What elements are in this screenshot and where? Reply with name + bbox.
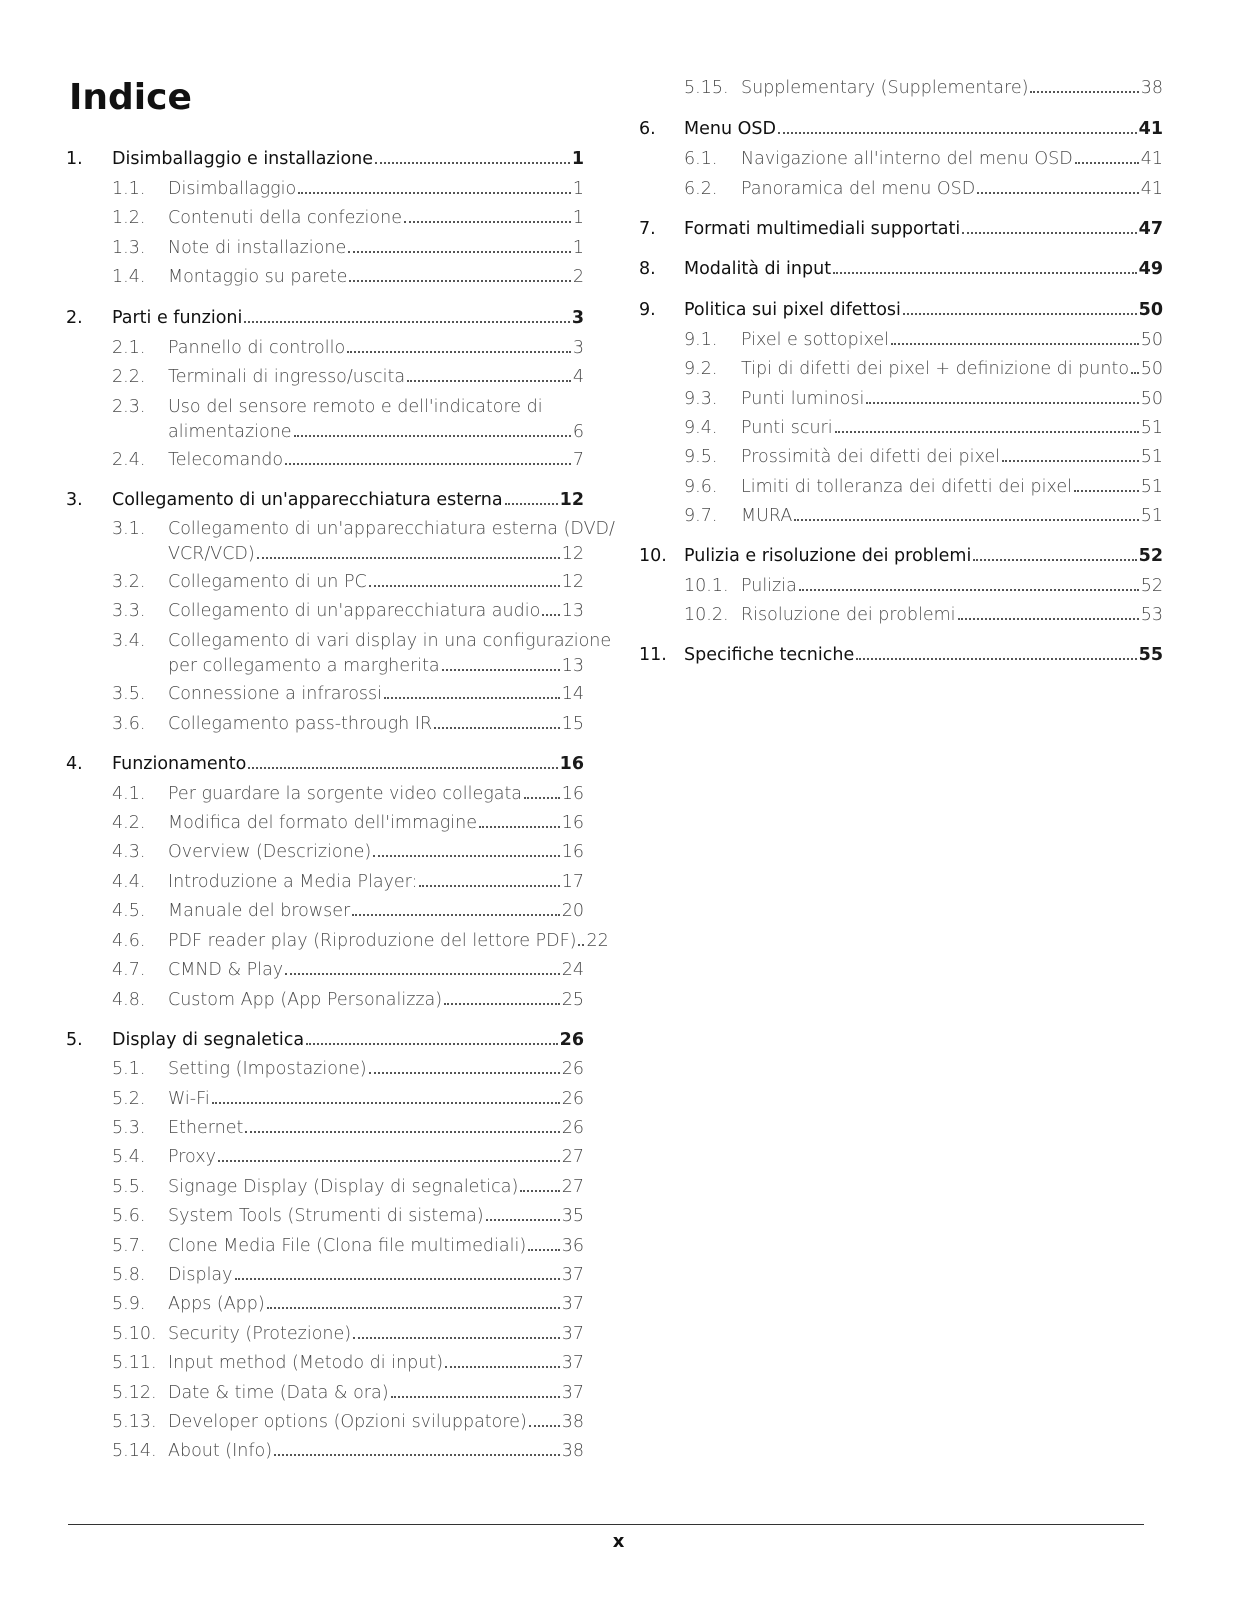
toc-entry-number: 3.5. bbox=[112, 684, 146, 704]
dot-leader bbox=[833, 272, 1137, 274]
toc-entry-title-continuation: alimentazione bbox=[168, 422, 292, 442]
toc-entry-page: 50 bbox=[1140, 330, 1163, 350]
toc-entry-page: 6 bbox=[572, 422, 584, 442]
toc-entry-page: 47 bbox=[1138, 219, 1163, 239]
toc-entry-number: 10.2. bbox=[684, 605, 729, 625]
toc-entry-number: 4.2. bbox=[112, 813, 146, 833]
toc-entry-number: 9.4. bbox=[684, 418, 718, 438]
toc-entry-title: Collegamento di un PC bbox=[168, 572, 367, 592]
toc-entry-page: 51 bbox=[1140, 418, 1163, 438]
dot-leader bbox=[267, 1307, 560, 1309]
toc-entry-page: 24 bbox=[561, 960, 584, 980]
dot-leader bbox=[903, 313, 1137, 315]
dot-leader bbox=[799, 589, 1139, 591]
toc-entry-title: Overview (Descrizione) bbox=[168, 842, 372, 862]
toc-entry-number: 4.4. bbox=[112, 872, 146, 892]
toc-entry-title: PDF reader play (Riproduzione del lettore PDF) bbox=[168, 931, 577, 951]
toc-entry-number: 3.4. bbox=[112, 631, 146, 651]
footer-divider bbox=[68, 1524, 1144, 1525]
toc-entry-page: 26 bbox=[561, 1118, 584, 1138]
toc-entry-page: 38 bbox=[561, 1441, 584, 1461]
dot-leader bbox=[1131, 372, 1139, 374]
toc-entry-number: 9.1. bbox=[684, 330, 718, 350]
toc-entry-page: 16 bbox=[559, 754, 584, 774]
dot-leader bbox=[444, 1003, 560, 1005]
toc-entry-title: MURA bbox=[741, 506, 793, 526]
toc-entry-number: 5.15. bbox=[684, 78, 729, 98]
toc-entry-title: Modalità di input bbox=[684, 259, 832, 279]
toc-entry-page: 41 bbox=[1140, 149, 1163, 169]
toc-entry-number: 6.2. bbox=[684, 179, 718, 199]
toc-entry-number: 5.14. bbox=[112, 1441, 157, 1461]
toc-entry-page: 50 bbox=[1140, 359, 1163, 379]
toc-entry-number: 3. bbox=[66, 490, 83, 510]
toc-entry-title-continuation: VCR/VCD) bbox=[168, 544, 255, 564]
toc-entry-title: Clone Media File (Clona file multimediali) bbox=[168, 1236, 527, 1256]
dot-leader bbox=[434, 727, 560, 729]
toc-entry-page: 55 bbox=[1138, 645, 1163, 665]
toc-entry-number: 5. bbox=[66, 1030, 83, 1050]
toc-entry-number: 1.3. bbox=[112, 238, 146, 258]
toc-entry-title: Panoramica del menu OSD bbox=[741, 179, 976, 199]
dot-leader bbox=[348, 251, 571, 253]
dot-leader bbox=[419, 885, 559, 887]
toc-entry-title: Pannello di controllo bbox=[168, 338, 346, 358]
dot-leader bbox=[524, 797, 560, 799]
toc-entry-title: Navigazione all'interno del menu OSD bbox=[741, 149, 1073, 169]
toc-entry-title: Wi-Fi bbox=[168, 1089, 210, 1109]
page-number: x bbox=[612, 1531, 625, 1552]
toc-entry-page: 52 bbox=[1140, 576, 1163, 596]
toc-entry-page: 51 bbox=[1140, 477, 1163, 497]
dot-leader bbox=[285, 463, 571, 465]
toc-entry-page: 25 bbox=[561, 990, 584, 1010]
toc-entry-page: 3 bbox=[572, 338, 584, 358]
toc-entry-number: 1.2. bbox=[112, 208, 146, 228]
dot-leader bbox=[404, 221, 571, 223]
toc-entry-page: 26 bbox=[561, 1059, 584, 1079]
dot-leader bbox=[245, 1131, 559, 1133]
toc-entry-page: 17 bbox=[561, 872, 584, 892]
dot-leader bbox=[520, 1190, 559, 1192]
toc-entry-title: Formati multimediali supportati bbox=[684, 219, 961, 239]
toc-entry-page: 37 bbox=[561, 1353, 584, 1373]
toc-entry-title: Montaggio su parete bbox=[168, 267, 348, 287]
dot-leader bbox=[529, 1425, 560, 1427]
dot-leader bbox=[973, 559, 1136, 561]
toc-entry-title: Limiti di tolleranza dei difetti dei pixel bbox=[741, 477, 1072, 497]
toc-entry-number: 6. bbox=[639, 119, 656, 139]
toc-entry-page: 22 bbox=[586, 931, 609, 951]
toc-entry-title: Proxy bbox=[168, 1147, 216, 1167]
toc-entry-title: Developer options (Opzioni sviluppatore) bbox=[168, 1412, 527, 1432]
toc-entry-number: 5.12. bbox=[112, 1383, 157, 1403]
toc-entry-title: Introduzione a Media Player: bbox=[168, 872, 418, 892]
toc-entry-page: 26 bbox=[561, 1089, 584, 1109]
toc-entry-title: Ethernet bbox=[168, 1118, 244, 1138]
toc-entry-page: 1 bbox=[572, 208, 584, 228]
toc-entry-number: 10.1. bbox=[684, 576, 729, 596]
toc-entry-title: Contenuti della confezione bbox=[168, 208, 402, 228]
toc-entry-page: 49 bbox=[1138, 259, 1163, 279]
dot-leader bbox=[375, 162, 570, 164]
dot-leader bbox=[384, 697, 560, 699]
toc-entry-title: Display bbox=[168, 1265, 233, 1285]
toc-entry-number: 9.2. bbox=[684, 359, 718, 379]
dot-leader bbox=[578, 944, 584, 946]
toc-entry-title: Collegamento di un'apparecchiatura esterna bbox=[112, 490, 503, 510]
toc-entry-number: 5.3. bbox=[112, 1118, 146, 1138]
dot-leader bbox=[212, 1102, 560, 1104]
toc-entry-number: 11. bbox=[639, 645, 667, 665]
dot-leader bbox=[391, 1396, 560, 1398]
toc-entry-page: 41 bbox=[1138, 119, 1163, 139]
dot-leader bbox=[373, 855, 559, 857]
toc-entry-page: 41 bbox=[1140, 179, 1163, 199]
dot-leader bbox=[479, 826, 560, 828]
toc-entry-number: 3.6. bbox=[112, 714, 146, 734]
toc-entry-number: 4.7. bbox=[112, 960, 146, 980]
toc-entry-page: 15 bbox=[561, 714, 584, 734]
dot-leader bbox=[1002, 460, 1139, 462]
dot-leader bbox=[294, 435, 571, 437]
toc-entry-page: 12 bbox=[561, 572, 584, 592]
dot-leader bbox=[835, 431, 1139, 433]
toc-entry-page: 37 bbox=[561, 1383, 584, 1403]
toc-entry-title: Prossimità dei difetti dei pixel bbox=[741, 447, 1000, 467]
toc-entry-title: Risoluzione dei problemi bbox=[741, 605, 956, 625]
dot-leader bbox=[306, 1043, 558, 1045]
toc-entry-number: 1.4. bbox=[112, 267, 146, 287]
toc-entry-title: Connessione a infrarossi bbox=[168, 684, 383, 704]
toc-entry-number: 5.5. bbox=[112, 1177, 146, 1197]
dot-leader bbox=[248, 767, 557, 769]
dot-leader bbox=[257, 557, 560, 559]
dot-leader bbox=[977, 192, 1138, 194]
toc-entry-page: 52 bbox=[1138, 546, 1163, 566]
toc-entry-title: Funzionamento bbox=[112, 754, 247, 774]
toc-entry-title: Parti e funzioni bbox=[112, 308, 243, 328]
toc-entry-number: 9. bbox=[639, 300, 656, 320]
toc-entry-title: Input method (Metodo di input) bbox=[168, 1353, 444, 1373]
toc-entry-title: System Tools (Strumenti di sistema) bbox=[168, 1206, 484, 1226]
dot-leader bbox=[542, 614, 559, 616]
toc-entry-page: 3 bbox=[571, 308, 584, 328]
toc-entry-title: Punti luminosi bbox=[741, 389, 865, 409]
toc-entry-title: Setting (Impostazione) bbox=[168, 1059, 367, 1079]
toc-entry-page: 50 bbox=[1140, 389, 1163, 409]
dot-leader bbox=[962, 232, 1136, 234]
toc-entry-page: 1 bbox=[571, 149, 584, 169]
dot-leader bbox=[486, 1219, 560, 1221]
toc-entry-number: 5.13. bbox=[112, 1412, 157, 1432]
toc-entry-number: 3.3. bbox=[112, 601, 146, 621]
toc-entry-number: 4. bbox=[66, 754, 83, 774]
toc-entry-number: 3.1. bbox=[112, 519, 146, 539]
toc-entry-title: Menu OSD bbox=[684, 119, 776, 139]
dot-leader bbox=[369, 1072, 560, 1074]
toc-entry-number: 9.7. bbox=[684, 506, 718, 526]
toc-entry-page: 1 bbox=[572, 238, 584, 258]
dot-leader bbox=[244, 321, 569, 323]
toc-entry-page: 4 bbox=[572, 367, 584, 387]
toc-entry-title: Tipi di difetti dei pixel + definizione di punto bbox=[741, 359, 1130, 379]
toc-entry-number: 2.4. bbox=[112, 450, 146, 470]
toc-entry-title: Specifiche tecniche bbox=[684, 645, 855, 665]
toc-entry-number: 4.8. bbox=[112, 990, 146, 1010]
toc-entry-number: 2. bbox=[66, 308, 83, 328]
toc-entry-number: 8. bbox=[639, 259, 656, 279]
toc-entry-title: Uso del sensore remoto e dell'indicatore di bbox=[168, 397, 543, 417]
toc-entry-number: 5.9. bbox=[112, 1294, 146, 1314]
toc-entry-title: Punti scuri bbox=[741, 418, 833, 438]
dot-leader bbox=[407, 380, 571, 382]
toc-entry-page: 16 bbox=[561, 842, 584, 862]
toc-entry-number: 4.1. bbox=[112, 784, 146, 804]
dot-leader bbox=[528, 1249, 560, 1251]
toc-entry-title: About (Info) bbox=[168, 1441, 273, 1461]
toc-entry-number: 1.1. bbox=[112, 179, 146, 199]
toc-entry-number: 2.1. bbox=[112, 338, 146, 358]
toc-entry-number: 9.5. bbox=[684, 447, 718, 467]
toc-entry-page: 20 bbox=[561, 901, 584, 921]
dot-leader bbox=[298, 192, 571, 194]
toc-entry-page: 16 bbox=[561, 813, 584, 833]
dot-leader bbox=[1074, 490, 1139, 492]
toc-entry-number: 3.2. bbox=[112, 572, 146, 592]
dot-leader bbox=[856, 658, 1136, 660]
toc-entry-title: Custom App (App Personalizza) bbox=[168, 990, 443, 1010]
dot-leader bbox=[274, 1454, 560, 1456]
toc-entry-page: 27 bbox=[561, 1147, 584, 1167]
dot-leader bbox=[958, 618, 1139, 620]
toc-entry-number: 5.8. bbox=[112, 1265, 146, 1285]
toc-entry-title: CMND & Play bbox=[168, 960, 284, 980]
toc-entry-page: 38 bbox=[561, 1412, 584, 1432]
toc-entry-page: 37 bbox=[561, 1294, 584, 1314]
dot-leader bbox=[1030, 91, 1138, 93]
toc-entry-page: 53 bbox=[1140, 605, 1163, 625]
toc-entry-page: 12 bbox=[561, 544, 584, 564]
toc-entry-title: Security (Protezione) bbox=[168, 1324, 352, 1344]
toc-entry-number: 2.3. bbox=[112, 397, 146, 417]
toc-entry-number: 10. bbox=[639, 546, 667, 566]
toc-entry-page: 13 bbox=[561, 601, 584, 621]
toc-entry-title: Modifica del formato dell'immagine bbox=[168, 813, 477, 833]
toc-entry-title: Per guardare la sorgente video collegata bbox=[168, 784, 523, 804]
toc-entry-title: Telecomando bbox=[168, 450, 284, 470]
toc-entry-page: 13 bbox=[561, 656, 584, 676]
toc-entry-title: Pixel e sottopixel bbox=[741, 330, 890, 350]
dot-leader bbox=[352, 914, 559, 916]
toc-entry-number: 5.6. bbox=[112, 1206, 146, 1226]
toc-entry-page: 14 bbox=[561, 684, 584, 704]
toc-entry-number: 6.1. bbox=[684, 149, 718, 169]
dot-leader bbox=[235, 1278, 560, 1280]
toc-entry-number: 5.2. bbox=[112, 1089, 146, 1109]
toc-entry-number: 5.1. bbox=[112, 1059, 146, 1079]
toc-entry-page: 1 bbox=[572, 179, 584, 199]
toc-entry-number: 2.2. bbox=[112, 367, 146, 387]
dot-leader bbox=[347, 351, 571, 353]
dot-leader bbox=[794, 519, 1138, 521]
toc-entry-number: 4.3. bbox=[112, 842, 146, 862]
toc-entry-title: Pulizia bbox=[741, 576, 797, 596]
dot-leader bbox=[1075, 162, 1139, 164]
page-title: Indice bbox=[69, 77, 192, 118]
toc-entry-page: 35 bbox=[561, 1206, 584, 1226]
dot-leader bbox=[866, 402, 1138, 404]
toc-entry-number: 5.10. bbox=[112, 1324, 157, 1344]
toc-entry-number: 1. bbox=[66, 149, 83, 169]
toc-entry-page: 38 bbox=[1140, 78, 1163, 98]
toc-entry-title: Display di segnaletica bbox=[112, 1030, 305, 1050]
toc-entry-page: 36 bbox=[561, 1236, 584, 1256]
toc-entry-page: 7 bbox=[572, 450, 584, 470]
toc-entry-title: Collegamento di un'apparecchiatura audio bbox=[168, 601, 541, 621]
toc-entry-title: Collegamento di un'apparecchiatura esterna (DVD/ bbox=[168, 519, 615, 539]
toc-entry-title: Date & time (Data & ora) bbox=[168, 1383, 389, 1403]
toc-entry-title: Supplementary (Supplementare) bbox=[741, 78, 1029, 98]
dot-leader bbox=[353, 1337, 560, 1339]
toc-entry-page: 51 bbox=[1140, 506, 1163, 526]
toc-entry-number: 5.4. bbox=[112, 1147, 146, 1167]
toc-entry-number: 4.5. bbox=[112, 901, 146, 921]
toc-entry-title: Apps (App) bbox=[168, 1294, 265, 1314]
toc-entry-page: 26 bbox=[559, 1030, 584, 1050]
dot-leader bbox=[442, 669, 560, 671]
dot-leader bbox=[505, 503, 558, 505]
toc-entry-title: Disimballaggio bbox=[168, 179, 297, 199]
dot-leader bbox=[285, 973, 560, 975]
toc-entry-number: 9.3. bbox=[684, 389, 718, 409]
toc-entry-page: 50 bbox=[1138, 300, 1163, 320]
dot-leader bbox=[891, 343, 1139, 345]
dot-leader bbox=[369, 585, 560, 587]
toc-entry-page: 27 bbox=[561, 1177, 584, 1197]
toc-entry-page: 2 bbox=[572, 267, 584, 287]
toc-entry-title: Note di installazione bbox=[168, 238, 347, 258]
toc-entry-number: 5.11. bbox=[112, 1353, 157, 1373]
dot-leader bbox=[445, 1366, 560, 1368]
toc-entry-number: 5.7. bbox=[112, 1236, 146, 1256]
toc-entry-title: Pulizia e risoluzione dei problemi bbox=[684, 546, 972, 566]
dot-leader bbox=[218, 1160, 560, 1162]
toc-entry-title: Manuale del browser bbox=[168, 901, 351, 921]
toc-entry-title: Disimballaggio e installazione bbox=[112, 149, 374, 169]
toc-entry-page: 37 bbox=[561, 1265, 584, 1285]
toc-entry-number: 4.6. bbox=[112, 931, 146, 951]
toc-entry-page: 12 bbox=[559, 490, 584, 510]
toc-entry-number: 7. bbox=[639, 219, 656, 239]
toc-entry-page: 37 bbox=[561, 1324, 584, 1344]
toc-entry-title: Signage Display (Display di segnaletica) bbox=[168, 1177, 519, 1197]
toc-entry-title: Terminali di ingresso/uscita bbox=[168, 367, 406, 387]
toc-entry-title: Politica sui pixel difettosi bbox=[684, 300, 901, 320]
toc-entry-title: Collegamento di vari display in una configurazione bbox=[168, 631, 612, 651]
toc-entry-number: 9.6. bbox=[684, 477, 718, 497]
dot-leader bbox=[778, 132, 1137, 134]
toc-entry-title: Collegamento pass-through IR bbox=[168, 714, 433, 734]
dot-leader bbox=[349, 280, 570, 282]
toc-entry-page: 51 bbox=[1140, 447, 1163, 467]
toc-entry-page: 16 bbox=[561, 784, 584, 804]
toc-entry-title-continuation: per collegamento a margherita bbox=[168, 656, 440, 676]
